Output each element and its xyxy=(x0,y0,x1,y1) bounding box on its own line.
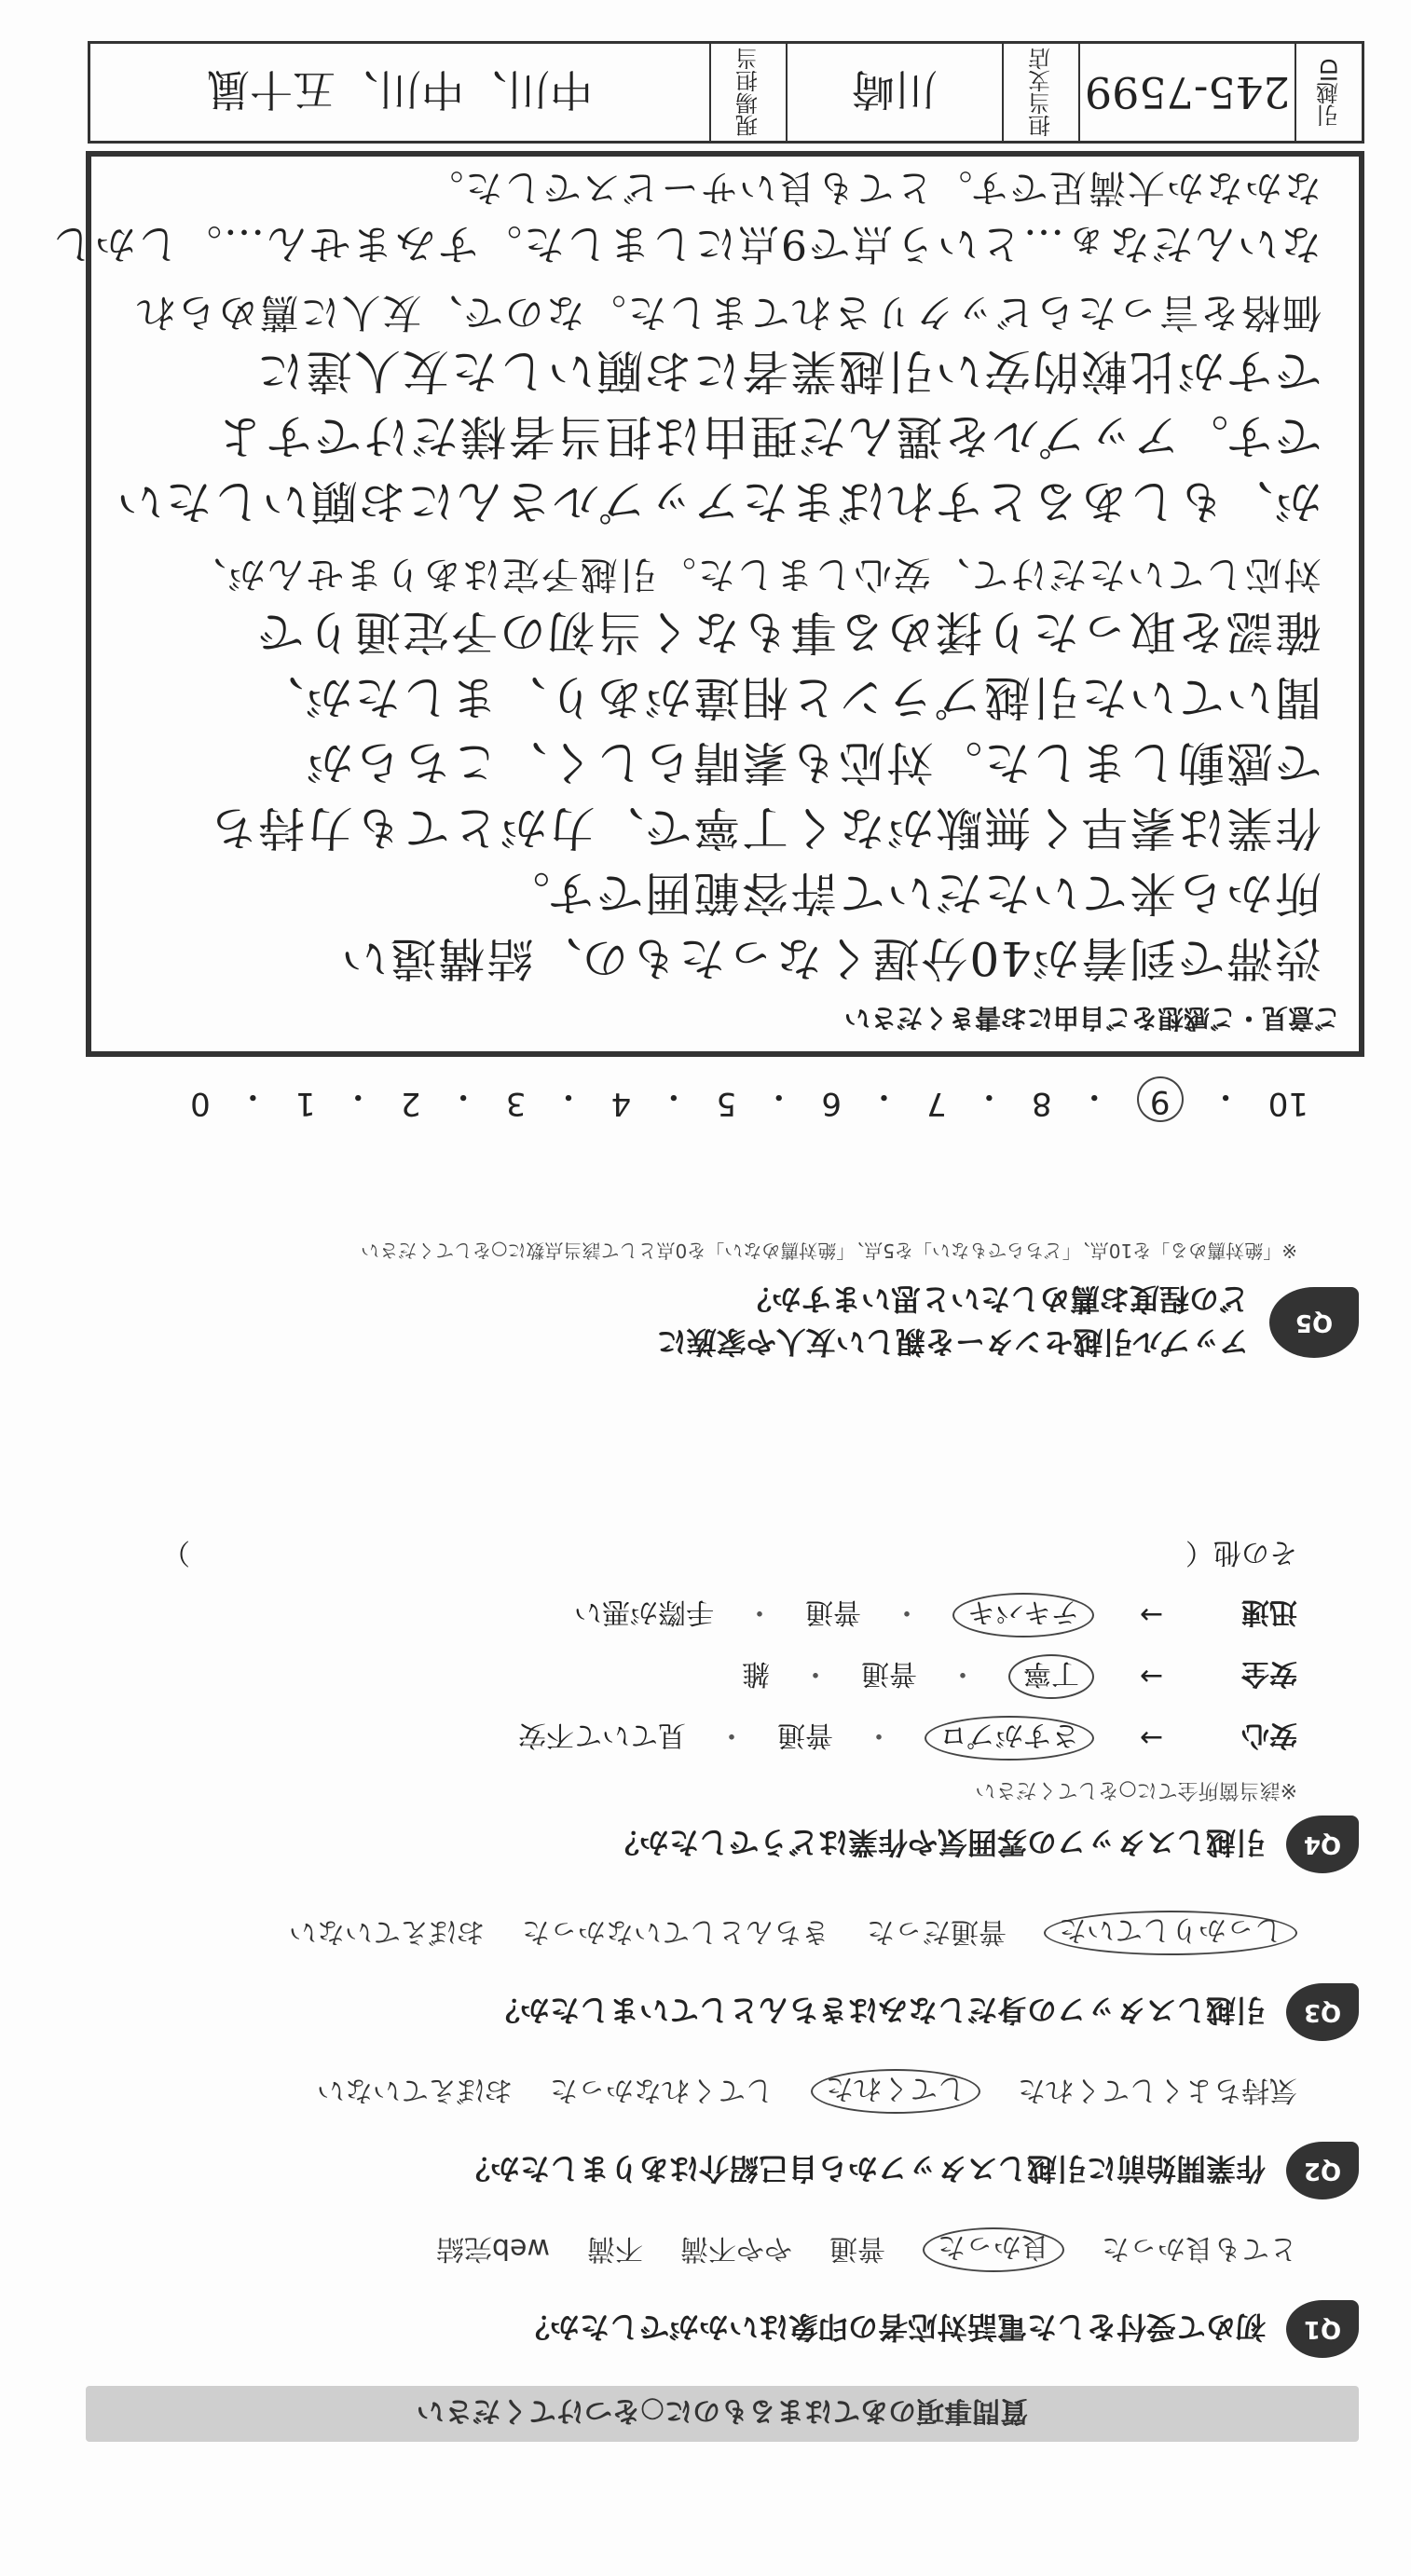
question-5 xyxy=(82,1239,1359,1374)
id-label: 引越ID xyxy=(1295,44,1362,141)
comment-line: 対応していただけて、安心しました。引越予定はありませんが、 xyxy=(186,553,1322,596)
q4-other-close: ） xyxy=(162,1536,190,1569)
branch-label: 担当支店 xyxy=(1002,44,1078,141)
q5-text xyxy=(657,1280,1249,1365)
arrow-icon: → xyxy=(1139,1721,1163,1755)
question-3 xyxy=(82,1911,1359,2045)
id-table xyxy=(88,41,1364,144)
q3-option[interactable]: 普通だった xyxy=(867,1915,1007,1948)
question-2 xyxy=(82,2069,1359,2203)
q4-row-anzen: 安全 → 丁寧 ・ 普通 ・ 雑 xyxy=(82,1654,1297,1699)
q5-badge: Q5 xyxy=(1269,1287,1359,1358)
comment-line: 渋滞で到着が40分遅くなったもの、結構遠い xyxy=(339,931,1322,985)
q1-options xyxy=(82,2227,1297,2272)
q2-option[interactable]: してくれなかった xyxy=(550,2074,774,2106)
q4-option[interactable]: 普通 xyxy=(861,1657,917,1690)
branch-value: 川崎 xyxy=(786,44,1002,141)
scale-value[interactable]: 8 xyxy=(1032,1085,1052,1122)
comment-line: 所から来ていただいて許容範囲です。 xyxy=(501,866,1322,920)
comment-line: で感動しました。対応も素晴らしく、こちらが xyxy=(305,735,1322,789)
q4-row-label: 安心 xyxy=(1241,1719,1297,1751)
scale-value[interactable]: 1 xyxy=(295,1085,316,1122)
q5-scale: 10 ・ 9 ・ 8 ・ 7 ・ 6 ・ 5 ・ 4 ・ 3 ・ 2 ・ 1 ・ 0 xyxy=(190,1077,1308,1122)
q2-option[interactable]: おぼえていない xyxy=(317,2074,513,2106)
comment-line: ですが比較的安い引越業者にお願いした友人達に xyxy=(255,344,1322,398)
comment-box[interactable] xyxy=(50,151,1364,1057)
q4-badge: Q4 xyxy=(1286,1816,1359,1873)
q4-option-selected[interactable]: 丁寧 xyxy=(1008,1654,1094,1699)
scale-value[interactable]: 3 xyxy=(505,1085,527,1122)
scale-value[interactable]: 2 xyxy=(400,1085,421,1122)
scale-value-selected[interactable]: 9 xyxy=(1137,1076,1184,1122)
arrow-icon: → xyxy=(1139,1660,1163,1693)
q4-row-anshin: 安心 → さすがプロ ・ 普通 ・ 見ていて不安 xyxy=(82,1716,1297,1761)
q2-options xyxy=(82,2069,1297,2114)
q4-option-selected[interactable]: テキパキ xyxy=(952,1593,1094,1637)
q4-other-label: その他（ xyxy=(1185,1536,1297,1569)
comment-box-title: ご意見・ご感想をご自由にお書きください xyxy=(843,1003,1340,1034)
q1-text: 初めて受付をした電話対応者の印象はいかがでしたか？ xyxy=(519,2309,1266,2345)
q3-option-selected[interactable]: しっかりしていた xyxy=(1044,1911,1297,1955)
q1-option[interactable]: やや不満 xyxy=(680,2232,792,2265)
q5-note: ※「絶対薦める」を10点、「どちらでもない」を5点、「絶対薦めない」を0点として該当点数に○をしてください xyxy=(361,1240,1297,1262)
q1-badge: Q1 xyxy=(1286,2300,1359,2358)
q4-row-label: 安全 xyxy=(1241,1657,1297,1690)
q4-option[interactable]: 見ていて不安 xyxy=(518,1719,686,1751)
q3-badge: Q3 xyxy=(1286,1983,1359,2041)
q4-option[interactable]: 普通 xyxy=(777,1719,833,1751)
q4-other xyxy=(82,1535,1297,1576)
comment-line: です。アップルを選んだ理由は担当者様だけですよ xyxy=(215,409,1322,463)
comment-line: 価格を言ったらビックリされてました。なので、友人に薦められ xyxy=(134,290,1322,336)
question-1 xyxy=(82,2227,1359,2362)
id-value: 245-7599 xyxy=(1078,44,1295,141)
q1-option[interactable]: web完結 xyxy=(435,2232,550,2265)
comment-line: が、もしあるとすればまたアップルさんにお願いしたい xyxy=(115,474,1322,528)
scale-value[interactable]: 7 xyxy=(926,1085,947,1122)
comment-line: ないんだなぁ…という点で9点にしました。すみません…。しかし xyxy=(50,220,1322,267)
q4-note: ※該当箇所全てに○をしてください xyxy=(975,1778,1297,1802)
q3-option[interactable]: きちんとしていなかった xyxy=(522,1915,829,1948)
q1-option[interactable]: とても良かった xyxy=(1102,2232,1297,2265)
q4-text: 引越しスタッフの雰囲気や作業はどうでしたか？ xyxy=(609,1825,1266,1860)
instruction-bar: 質問事項のあてはまるものに○をつけてください xyxy=(86,2386,1359,2442)
q4-option[interactable]: 雑 xyxy=(742,1657,770,1690)
staff-label: 現場担当 xyxy=(709,44,786,141)
q4-row-jinsoku: 迅速 → テキパキ ・ 普通 ・ 手際が悪い xyxy=(82,1593,1297,1637)
arrow-icon: → xyxy=(1139,1598,1163,1632)
question-4 xyxy=(82,1535,1359,1877)
q5-text-line2: どの程度お薦めしたいと思いますか？ xyxy=(741,1281,1249,1317)
staff-value: 中川、中川、五十嵐 xyxy=(207,64,593,115)
scale-value[interactable]: 10 xyxy=(1267,1085,1308,1122)
q4-option[interactable]: 手際が悪い xyxy=(574,1596,714,1628)
q2-option-selected[interactable]: してくれた xyxy=(811,2069,980,2114)
q3-option[interactable]: おぼえていない xyxy=(289,1915,485,1948)
q2-badge: Q2 xyxy=(1286,2142,1359,2199)
q2-option[interactable]: 気持ちよくしてくれた xyxy=(1018,2074,1297,2106)
comment-line: なかなか大満足です。とても良いサービスでした。 xyxy=(424,166,1322,209)
scale-value[interactable]: 4 xyxy=(610,1085,632,1122)
q3-text: 引越しスタッフの身だしなみはきちんとしていましたか？ xyxy=(489,1993,1266,2028)
q1-option[interactable]: 不満 xyxy=(587,2232,643,2265)
q5-text-line1: アップル引越センターを親しい友人や家族に xyxy=(656,1324,1249,1360)
q1-option-selected[interactable]: 良かった xyxy=(923,2227,1064,2272)
q4-option-selected[interactable]: さすがプロ xyxy=(925,1716,1094,1761)
comment-line: 確認を取ったり揉める事もなく当初の予定通りで xyxy=(255,605,1322,659)
comment-line: 作業は素早く無駄がなく丁寧で、力がとても力持ち xyxy=(208,801,1322,855)
scale-value[interactable]: 6 xyxy=(821,1085,842,1122)
q4-row-label: 迅速 xyxy=(1241,1596,1297,1628)
scale-value[interactable]: 5 xyxy=(716,1085,737,1122)
q2-text: 作業開始前に引越しスタッフから自己紹介はありましたか？ xyxy=(459,2151,1266,2186)
q3-options xyxy=(82,1911,1297,1955)
q1-option[interactable]: 普通 xyxy=(829,2232,885,2265)
comment-line: 聞いていた引越プランと相違があり、ましたが、 xyxy=(255,670,1322,724)
scale-value[interactable]: 0 xyxy=(190,1085,211,1122)
q4-option[interactable]: 普通 xyxy=(805,1596,861,1628)
